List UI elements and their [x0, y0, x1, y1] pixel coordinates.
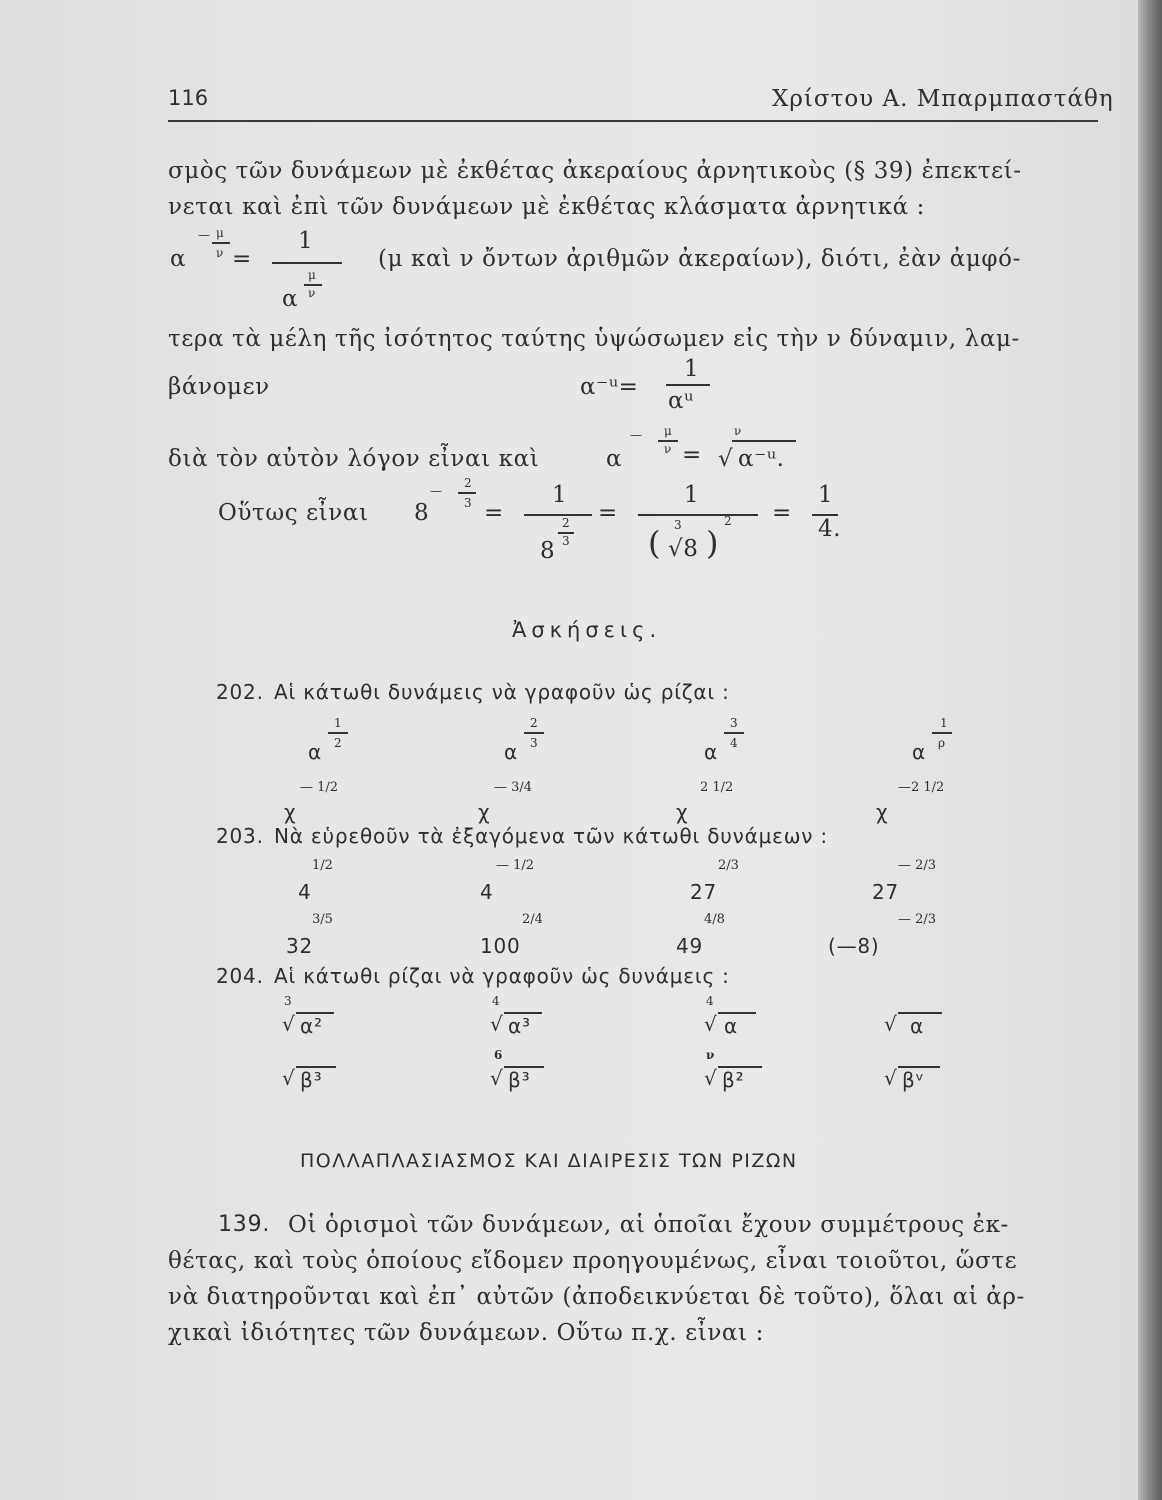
power-base: 4: [298, 880, 312, 904]
running-header-author: Χρίστου Α. Μπαρμπαστάθη: [772, 86, 1114, 112]
intro-line-4: βάνομεν: [168, 374, 270, 400]
paragraph-number: 139.: [218, 1212, 271, 1237]
exercise-202-number: 202.: [216, 680, 264, 704]
power-exponent: 1/2: [312, 858, 333, 873]
exercises-heading: Ἀσκήσεις.: [512, 618, 662, 642]
power-exponent: 2 1/2: [700, 780, 734, 795]
power-exponent: — 3/4: [494, 780, 533, 795]
power-exponent: 2/4: [522, 912, 543, 927]
intro-line-1: σμὸς τῶν δυνάμεων μὲ ἐκθέτας ἀκεραίους ἀρνητικοὺς (§ 39) ἐπεκτεί-: [168, 158, 1022, 184]
exercise-203-number: 203.: [216, 824, 264, 848]
power-base: 49: [676, 934, 704, 958]
power-base: χ: [676, 800, 689, 824]
exercise-203-text: Νὰ εὑρεθοῦν τὰ ἐξαγόμενα τῶν κάτωθι δυνάμεων :: [274, 824, 828, 848]
page-number: 116: [168, 86, 209, 110]
paragraph-line-2: θέτας, καὶ τοὺς ὁποίους εἴδομεν προηγουμένως, εἶναι τοιοῦτοι, ὥστε: [168, 1248, 1018, 1274]
power-exponent: — 2/3: [898, 858, 937, 873]
page-edge-shadow: [1138, 0, 1162, 1500]
exercise-204-number: 204.: [216, 964, 264, 988]
power-base: χ: [284, 800, 297, 824]
formula-note: (μ καὶ ν ὄντων ἀριθμῶν ἀκεραίων), διότι, ἐὰν ἀμφό-: [378, 246, 1021, 272]
intro-line-2: νεται καὶ ἐπὶ τῶν δυνάμεων μὲ ἐκθέτας κλάσματα ἀρνητικά :: [168, 194, 926, 220]
section-title: ΠΟΛΛΑΠΛΑΣΙΑΣΜΟΣ ΚΑΙ ΔΙΑΙΡΕΣΙΣ ΤΩΝ ΡΙΖΩΝ: [300, 1150, 798, 1172]
power-exponent: 4/8: [704, 912, 725, 927]
power-exponent: — 1/2: [496, 858, 535, 873]
exercise-202-text: Αἱ κάτωθι δυνάμεις νὰ γραφοῦν ὡς ρίζαι :: [274, 680, 730, 704]
paragraph-line-3: νὰ διατηροῦνται καὶ ἐπ᾿ αὐτῶν (ἀποδεικνύεται δὲ τοῦτο), ὅλαι αἱ ἀρ-: [168, 1284, 1025, 1310]
power-base: 4: [480, 880, 494, 904]
power-base: χ: [478, 800, 491, 824]
power-exponent: —2 1/2: [898, 780, 945, 795]
power-base: (—8): [828, 934, 880, 958]
power-exponent: 3/5: [312, 912, 333, 927]
intro-line-5: διὰ τὸν αὐτὸν λόγον εἶναι καὶ: [168, 446, 540, 472]
power-base: 27: [690, 880, 718, 904]
power-base: 100: [480, 934, 521, 958]
paragraph-line-1: Οἱ ὁρισμοὶ τῶν δυνάμεων, αἱ ὁποῖαι ἔχουν συμμέτρους ἐκ-: [288, 1212, 1009, 1238]
power-exponent: — 1/2: [300, 780, 339, 795]
power-exponent: 2/3: [718, 858, 739, 873]
power-base: χ: [876, 800, 889, 824]
intro-line-6: Οὕτως εἶναι: [218, 500, 369, 526]
header-rule: [168, 120, 1098, 122]
intro-line-3: τερα τὰ μέλη τῆς ἰσότητος ταύτης ὑψώσωμεν εἰς τὴν ν δύναμιν, λαμ-: [168, 326, 1020, 352]
power-base: 32: [286, 934, 314, 958]
power-base: 27: [872, 880, 900, 904]
exercise-204-text: Αἱ κάτωθι ρίζαι νὰ γραφοῦν ὡς δυνάμεις :: [274, 964, 730, 988]
book-page: 116 Χρίστου Α. Μπαρμπαστάθη σμὸς τῶν δυνάμεων μὲ ἐκθέτας ἀκεραίους ἀρνητικοὺς (§ 39) ἐπεκτεί- νεται καὶ ἐπὶ τῶν δυνάμεων μὲ ἐκθέτας κλάσματα ἀρνητικά : — μ ν α = 1 α μ ν (μ καὶ ν ὄντων ἀριθμῶν ἀκεραίων), διότι, ἐὰν ἀμφό- τερα τὰ μέλη τῆς ἰσότητος ταύτης ὑψώσωμεν εἰς τὴν ν δύναμιν, λαμ- βάνομεν α⁻ᵘ= 1 αᵘ διὰ τὸν αὐτὸν λόγον εἶναι καὶ α — μ ν = ν √ α⁻ᵘ. Οὕτως εἶναι 8 — 2 3 = 1 8 2 3 = 1 ( 3 √8 ) 2 = 1 4. Ἀσκήσεις. 202. Αἱ κάτωθι δυνάμεις νὰ γραφοῦν ὡς ρίζαι : α 1 2 α 2 3 α 3 4 α 1 ρ χ — 1/2 χ — 3/4 χ 2 1/2 χ —2 1/2 203. Νὰ εὑρεθοῦν τὰ ἐξαγόμενα τῶν κάτωθι δυνάμεων : 4 1/2 4 — 1/2 27 2/3 27 — 2/3 32 3/5 100 2/4 49 4/8 (—8) — 2/3 204. Αἱ κάτωθι ρίζαι νὰ γραφοῦν ὡς δυνάμεις : 3 √ α² 4 √ α³ 4 √ α √ α √ β³ 6 √ β³ ν √ β² √ βᵛ ΠΟΛΛΑΠΛΑΣΙΑΣΜΟΣ ΚΑΙ ΔΙΑΙΡΕΣΙΣ ΤΩΝ ΡΙΖΩΝ 139. Οἱ ὁρισμοὶ τῶν δυνάμεων, αἱ ὁποῖαι ἔχουν συμμέτρους ἐκ- θέτας, καὶ τοὺς ὁποίους εἴδομεν προηγουμένως, εἶναι τοιοῦτοι, ὥστε νὰ διατηροῦνται καὶ ἐπ᾿ αὐτῶν (ἀποδεικνύεται δὲ τοῦτο), ὅλαι αἱ ἀρ- χικαὶ ἰδιότητες τῶν δυνάμεων. Οὕτω π.χ. εἶναι :: [0, 0, 1138, 1500]
power-exponent: — 2/3: [898, 912, 937, 927]
paragraph-line-4: χικαὶ ἰδιότητες τῶν δυνάμεων. Οὕτω π.χ. εἶναι :: [168, 1320, 764, 1346]
